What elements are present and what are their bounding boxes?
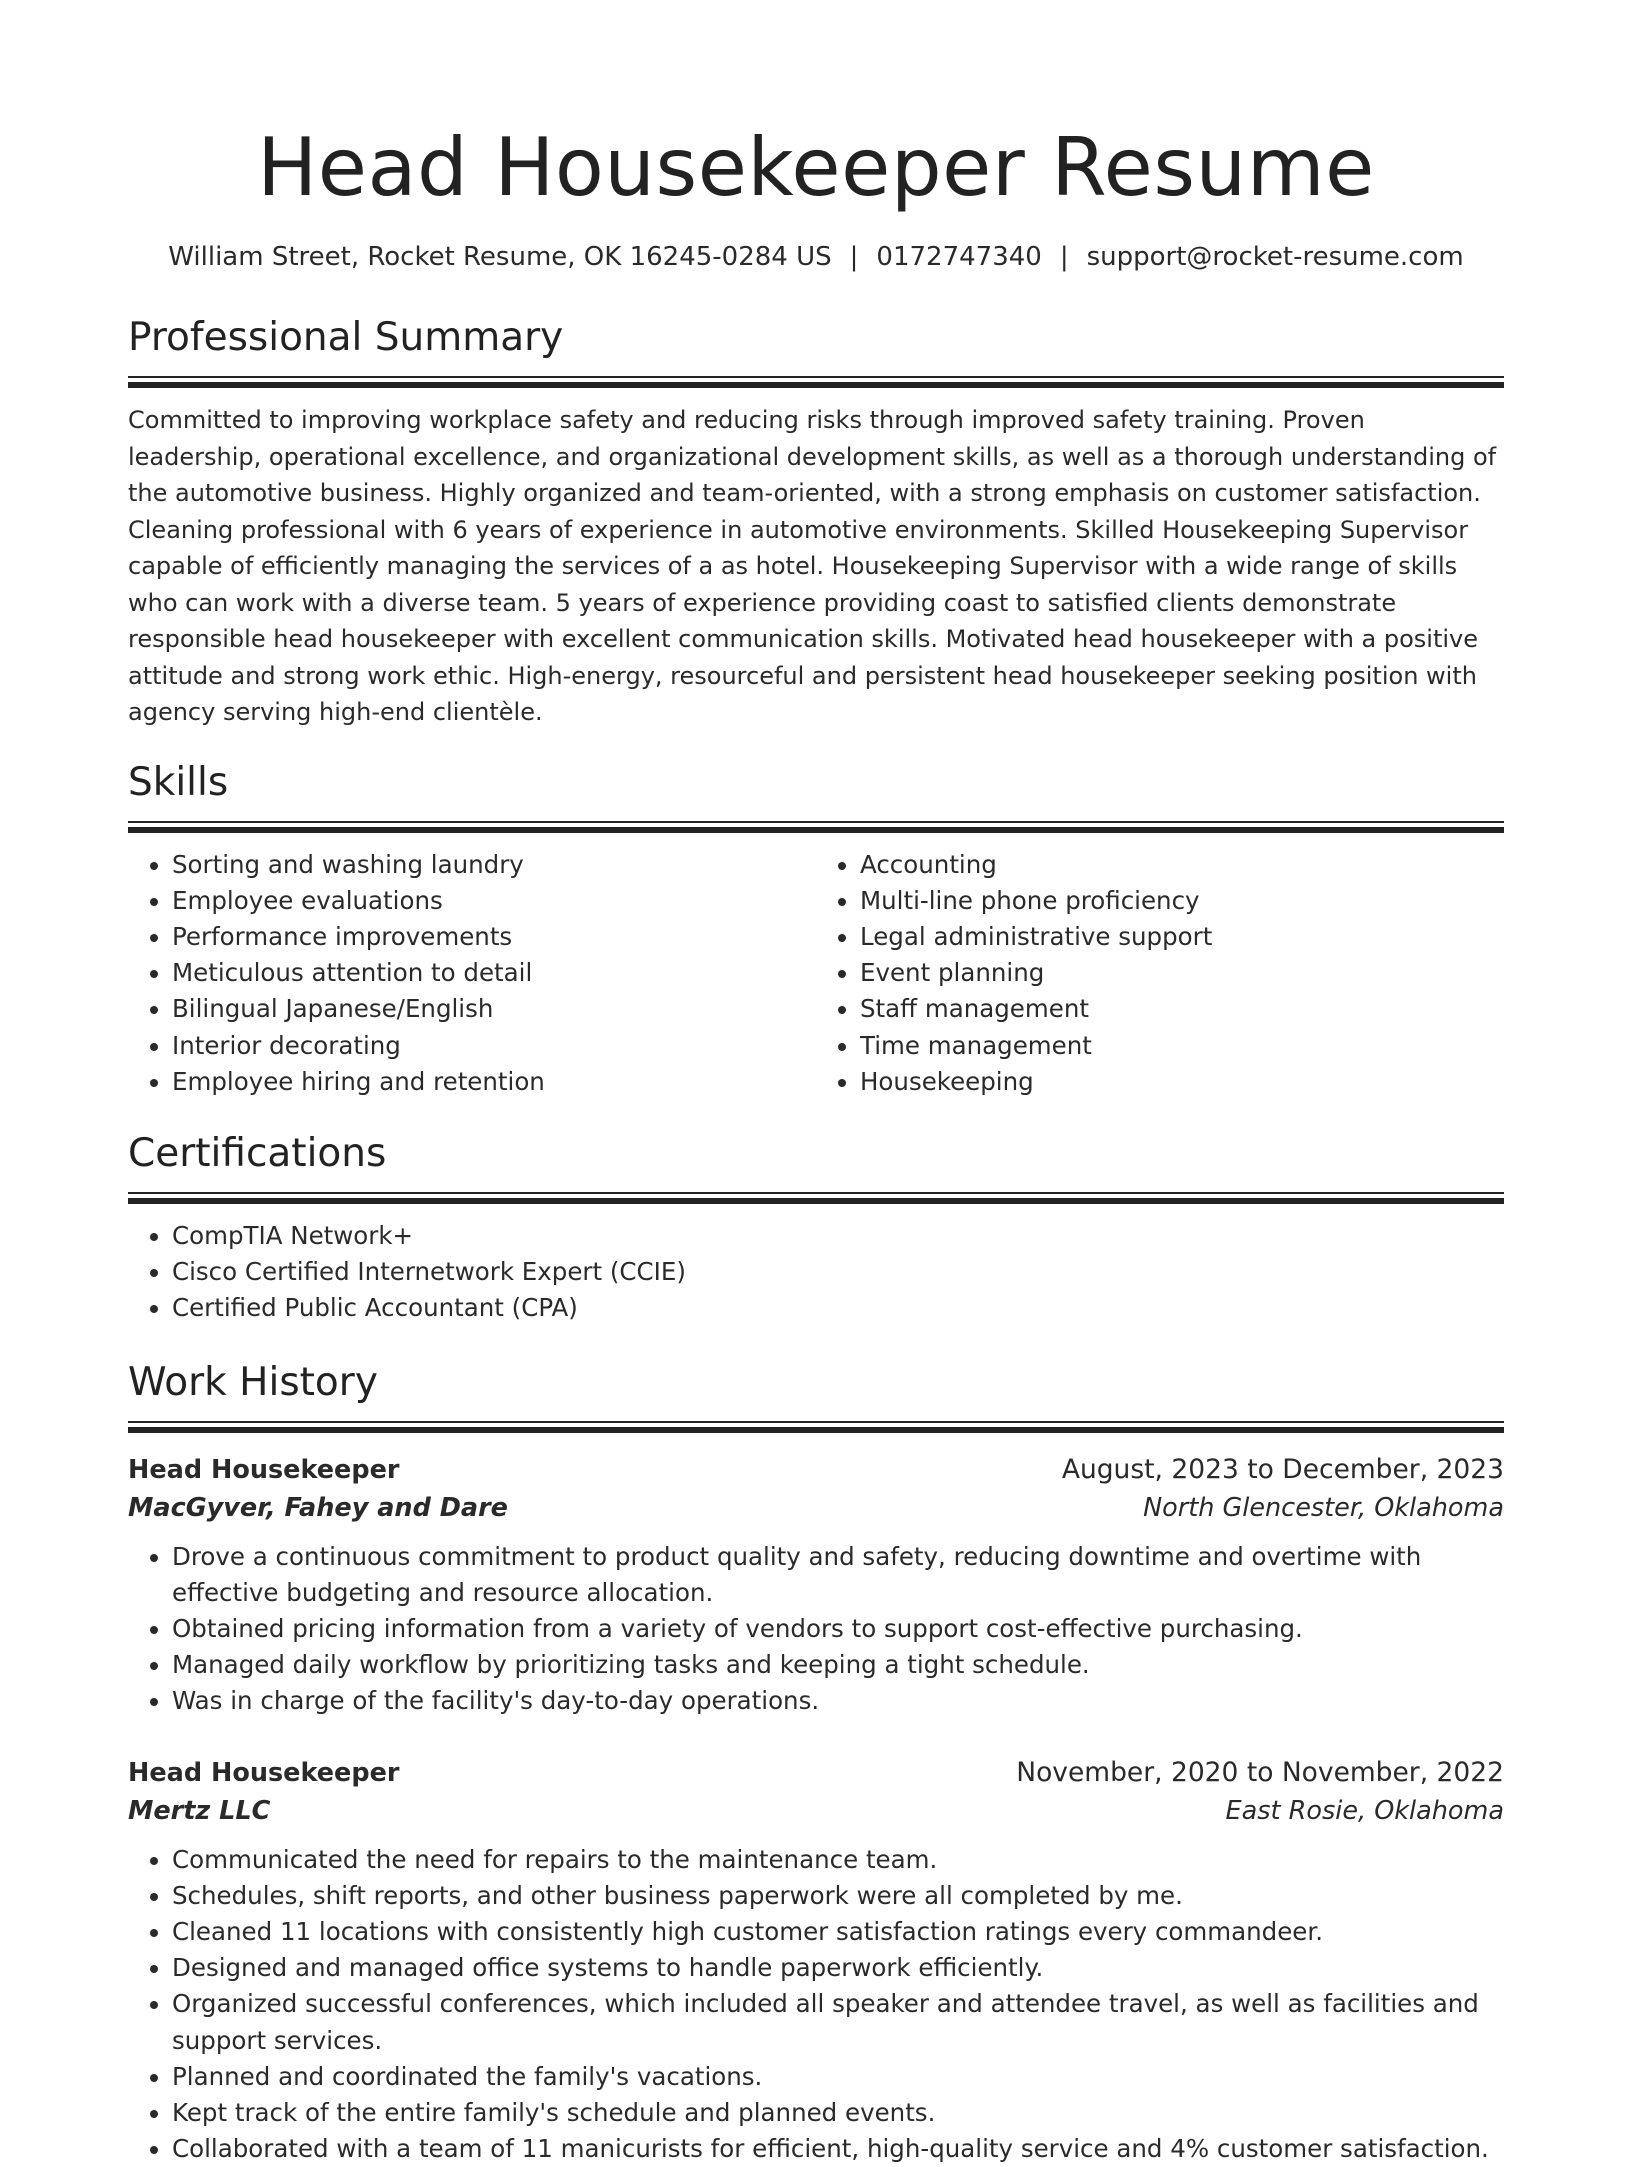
work-history-heading: Work History bbox=[128, 1359, 378, 1405]
summary-text: Committed to improving workplace safety and reducing risks through improved safety training. Proven leadership, operational excellence, and organizational development skills, as well as a thorough understanding of the automotive business. Highly organized and team-oriented, with a strong emphasis on customer satisfaction. Cleaning professional with 6 years of experience in automotive environments. Skilled Housekeeping Supervisor capable of efficiently managing the services of a as hotel. Housekeeping Supervisor with a wide range of skills who can work with a diverse team. 5 years of experience providing coast to satisfied clients demonstrate responsible head housekeeper with excellent communication skills. Motivated head housekeeper with a positive attitude and strong work ethic. High-energy, resourceful and persistent head housekeeper seeking position with agency serving high-end clientèle. bbox=[128, 406, 1497, 726]
skill-item: • Housekeeping bbox=[860, 1064, 1504, 1100]
skill-item: • Accounting bbox=[860, 847, 1504, 883]
skills-list-right bbox=[816, 847, 1504, 1100]
job-location: North Glencester, Oklahoma bbox=[1143, 1492, 1504, 1523]
certifications-list bbox=[128, 1218, 1504, 1327]
job-bullet: • Organized successful conferences, which included all speaker and attendee travel, as well as facilities and support services. bbox=[172, 1986, 1504, 2058]
skill-item: • Event planning bbox=[860, 955, 1504, 991]
work-history-section bbox=[128, 1359, 1504, 2167]
job-company: MacGyver, Fahey and Dare bbox=[128, 1492, 508, 1523]
job-bullet: • Collaborated with a team of 11 manicurists for efficient, high-quality service and 4% customer satisfaction. bbox=[172, 2131, 1504, 2167]
job-title: Head Housekeeper bbox=[128, 1757, 400, 1788]
job-bullet: • Cleaned 11 locations with consistently high customer satisfaction ratings every commandeer. bbox=[172, 1914, 1504, 1950]
job-bullets bbox=[128, 1842, 1504, 2167]
certification-item: • Certified Public Accountant (CPA) bbox=[172, 1290, 1504, 1326]
skill-item: • Employee hiring and retention bbox=[172, 1064, 816, 1100]
summary-heading: Professional Summary bbox=[128, 315, 564, 360]
skills-heading: Skills bbox=[128, 759, 229, 805]
job-bullet: • Communicated the need for repairs to the maintenance team. bbox=[172, 1842, 1504, 1878]
certification-item: • CompTIA Network+ bbox=[172, 1218, 1504, 1254]
summary-section bbox=[128, 314, 1504, 731]
job-title: Head Housekeeper bbox=[128, 1454, 400, 1485]
job-header bbox=[128, 1754, 1504, 1792]
skill-item: • Sorting and washing laundry bbox=[172, 847, 816, 883]
skills-list-left bbox=[128, 847, 816, 1100]
job-bullet: • Obtained pricing information from a variety of vendors to support cost-effective purchasing. bbox=[172, 1611, 1504, 1647]
contact-separator: | bbox=[849, 242, 859, 272]
job-bullet: • Was in charge of the facility's day-to-day operations. bbox=[172, 1683, 1504, 1719]
job-bullets bbox=[128, 1539, 1504, 1720]
skill-item: • Time management bbox=[860, 1028, 1504, 1064]
job-header bbox=[128, 1451, 1504, 1489]
job-bullet: • Managed daily workflow by prioritizing tasks and keeping a tight schedule. bbox=[172, 1647, 1504, 1683]
certifications-section bbox=[128, 1130, 1504, 1327]
section-divider bbox=[128, 1421, 1504, 1433]
section-divider bbox=[128, 821, 1504, 833]
skills-section bbox=[128, 759, 1504, 1100]
job-company: Mertz LLC bbox=[128, 1795, 271, 1826]
job-subheader bbox=[128, 1792, 1504, 1830]
skill-item: • Bilingual Japanese/English bbox=[172, 991, 816, 1027]
job-entry bbox=[128, 1451, 1504, 1720]
skill-item: • Employee evaluations bbox=[172, 883, 816, 919]
job-bullet: • Planned and coordinated the family's vacations. bbox=[172, 2059, 1504, 2095]
skill-item: • Meticulous attention to detail bbox=[172, 955, 816, 991]
skills-grid bbox=[128, 847, 1504, 1100]
job-location: East Rosie, Oklahoma bbox=[1225, 1795, 1504, 1826]
contact-line bbox=[128, 240, 1504, 274]
skill-item: • Staff management bbox=[860, 991, 1504, 1027]
job-dates: November, 2020 to November, 2022 bbox=[1016, 1756, 1504, 1788]
skill-item: • Legal administrative support bbox=[860, 919, 1504, 955]
section-divider bbox=[128, 1192, 1504, 1204]
resume-title: Head Housekeeper Resume bbox=[257, 121, 1375, 214]
contact-address: William Street, Rocket Resume, OK 16245-0284 US bbox=[168, 242, 832, 272]
skill-item: • Multi-line phone proficiency bbox=[860, 883, 1504, 919]
certification-item: • Cisco Certified Internetwork Expert (CCIE) bbox=[172, 1254, 1504, 1290]
skill-item: • Interior decorating bbox=[172, 1028, 816, 1064]
certifications-heading: Certifications bbox=[128, 1130, 387, 1176]
job-bullet: • Designed and managed office systems to handle paperwork efficiently. bbox=[172, 1950, 1504, 1986]
job-bullet: • Schedules, shift reports, and other business paperwork were all completed by me. bbox=[172, 1878, 1504, 1914]
contact-email: support@rocket-resume.com bbox=[1086, 242, 1464, 272]
skill-item: • Performance improvements bbox=[172, 919, 816, 955]
section-divider bbox=[128, 376, 1504, 388]
job-bullet: • Kept track of the entire family's schedule and planned events. bbox=[172, 2095, 1504, 2131]
contact-phone: 0172747340 bbox=[876, 242, 1042, 272]
job-bullet: • Drove a continuous commitment to product quality and safety, reducing downtime and overtime with effective budgeting and resource allocation. bbox=[172, 1539, 1504, 1611]
job-dates: August, 2023 to December, 2023 bbox=[1061, 1453, 1504, 1485]
job-entry bbox=[128, 1754, 1504, 2167]
contact-separator: | bbox=[1059, 242, 1069, 272]
job-subheader bbox=[128, 1489, 1504, 1527]
